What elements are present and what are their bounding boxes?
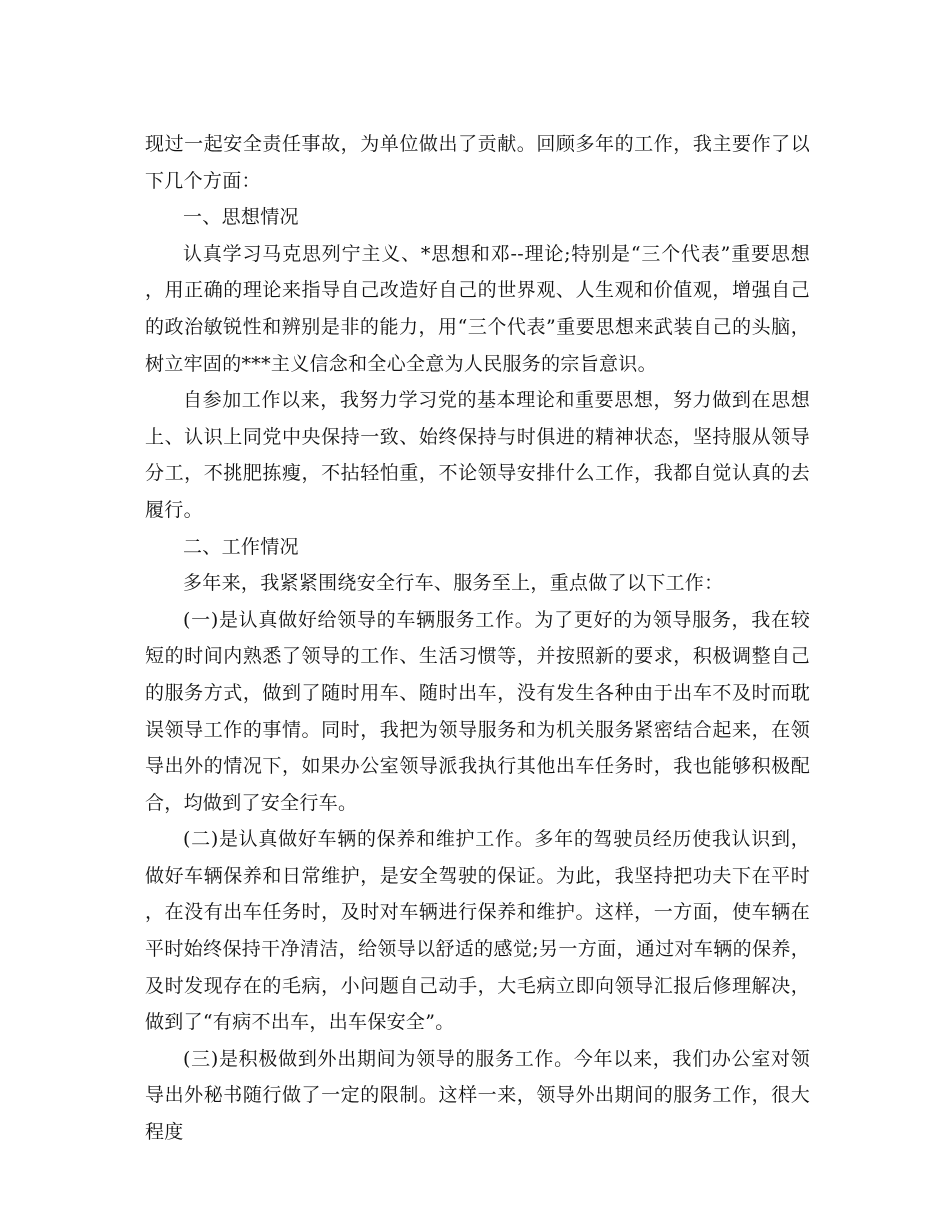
section-heading-work: 二、工作情况: [183, 535, 299, 558]
paragraph-intro: 现过一起安全责任事故，为单位做出了贡献。回顾多年的工作，我主要作了以下几个方面：: [145, 133, 810, 192]
paragraph-ideology-study: 认真学习马克思列宁主义、*思想和邓--理论;特别是“三个代表”重要思想，用正确的理论来指导自己改造好自己的世界观、人生观和价值观，增强自己的政治敏锐性和辨别是非的能力，用“三个代表”重要思想来武装自己的头脑，树立牢固的***主义信念和全心全意为人民服务的宗旨意识。: [145, 242, 810, 375]
paragraph-ideology-commitment: 自参加工作以来，我努力学习党的基本理论和重要思想，努力做到在思想上、认识上同党中央保持一致、始终保持与时俱进的精神状态，坚持服从领导分工，不挑肥拣瘦，不拈轻怕重，不论领导安排什么工作，我都自觉认真的去履行。: [145, 389, 810, 521]
paragraph-work-item-3: (三)是积极做到外出期间为领导的服务工作。今年以来，我们办公室对领导出外秘书随行做了一定的限制。这样一来，领导外出期间的服务工作，很大程度: [145, 1047, 810, 1144]
paragraph-work-summary: 多年来，我紧紧围绕安全行车、服务至上，重点做了以下工作：: [183, 572, 724, 595]
paragraph-work-item-1: (一)是认真做好给领导的车辆服务工作。为了更好的为领导服务，我在较短的时间内熟悉了领导的工作、生活习惯等，并按照新的要求，积极调整自己的服务方式，做到了随时用车、随时出车，没有发生各种由于出车不及时而耽误领导工作的事情。同时，我把为领导服务和为机关服务紧密结合起来，在领导出外的情况下，如果办公室领导派我执行其他出车任务时，我也能够积极配合，均做到了安全行车。: [145, 608, 810, 814]
document-body: [145, 126, 810, 1151]
paragraph-work-item-2: (二)是认真做好车辆的保养和维护工作。多年的驾驶员经历使我认识到，做好车辆保养和日常维护，是安全驾驶的保证。为此，我坚持把功夫下在平时，在没有出车任务时，及时对车辆进行保养和维护。这样，一方面，使车辆在平时始终保持干净清洁，给领导以舒适的感觉;另一方面，通过对车辆的保养，及时发现存在的毛病，小问题自己动手，大毛病立即向领导汇报后修理解决，做到了“有病不出车，出车保安全”。: [145, 828, 810, 1034]
section-heading-ideology: 一、思想情况: [183, 206, 299, 229]
